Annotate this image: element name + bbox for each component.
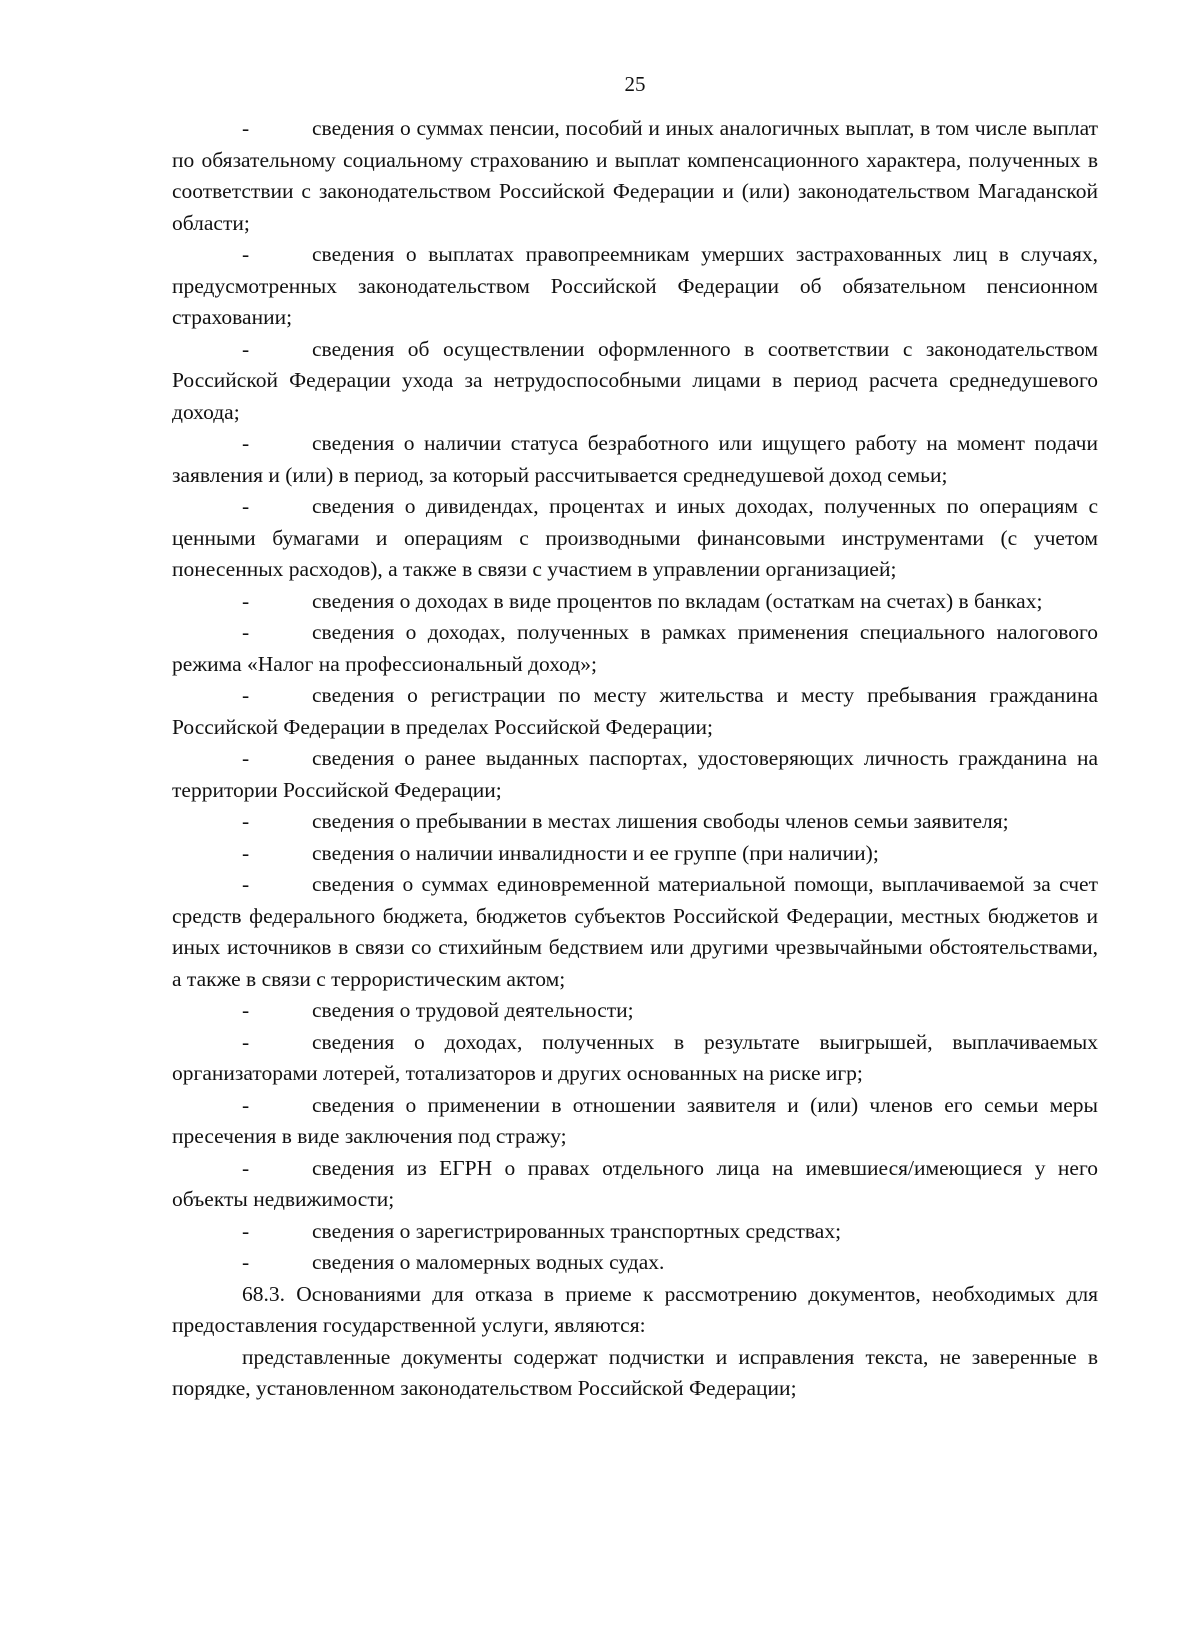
list-dash: -	[242, 809, 250, 833]
list-item-text: сведения о суммах пенсии, пособий и иных аналогичных выплат, в том числе выплат по обязательному социальному страхованию и выплат компенсационного характера, полученных в соответствии с законодательством Российской Федерации и (или) законодательством Магаданской области;	[172, 116, 1098, 235]
list-item-text: сведения о маломерных водных судах.	[312, 1250, 665, 1274]
paragraph-68-3: 68.3. Основаниями для отказа в приеме к рассмотрению документов, необходимых для предоставления государственной услуги, являются:	[172, 1281, 1098, 1337]
list-item-text: сведения о выплатах правопреемникам умерших застрахованных лиц в случаях, предусмотренных законодательством Российской Федерации об обязательном пенсионном страховании;	[172, 242, 1098, 329]
list-dash: -	[242, 1218, 250, 1243]
page-number: 25	[624, 72, 646, 96]
list-item-text: сведения о применении в отношении заявителя и (или) членов его семьи меры пресечения в виде заключения под стражу;	[172, 1092, 1098, 1148]
info-list	[172, 113, 1098, 1279]
list-dash: -	[242, 683, 250, 707]
list-item	[172, 239, 1098, 334]
list-dash: -	[242, 1092, 250, 1117]
list-dash: -	[242, 336, 250, 361]
list-dash: -	[242, 1155, 250, 1180]
list-item-text: сведения о наличии инвалидности и ее группе (при наличии);	[312, 840, 879, 865]
list-item-text: сведения о доходах, полученных в рамках применения специального налогового режима «Налог на профессиональный доход»;	[172, 620, 1098, 676]
list-dash: -	[242, 840, 250, 865]
list-item	[172, 869, 1098, 995]
list-item-text: сведения об осуществлении оформленного в соответствии с законодательством Российской Федерации ухода за нетрудоспособными лицами в период расчета среднедушевого дохода;	[172, 336, 1098, 424]
list-item	[172, 586, 1098, 618]
list-item	[172, 806, 1098, 838]
list-item	[172, 1247, 1098, 1279]
list-item	[172, 1216, 1098, 1248]
list-item-text: сведения о ранее выданных паспортах, удостоверяющих личность гражданина на территории Российской Федерации;	[172, 746, 1098, 802]
list-dash: -	[242, 242, 250, 266]
list-item	[172, 1153, 1098, 1216]
list-dash: -	[242, 872, 250, 896]
list-item	[172, 680, 1098, 743]
list-item-text: сведения о регистрации по месту жительства и месту пребывания гражданина Российской Федерации в пределах Российской Федерации;	[172, 683, 1098, 739]
list-item-text: сведения о пребывании в местах лишения свободы членов семьи заявителя;	[312, 809, 1009, 833]
list-item	[172, 838, 1098, 870]
list-item-text: сведения о дивидендах, процентах и иных доходах, полученных по операциям с ценными бумагами и операциям с производными финансовыми инструментами (с учетом понесенных расходов), а также в связи с участием в управлении организацией;	[172, 494, 1098, 581]
list-dash: -	[242, 1029, 250, 1054]
list-dash: -	[242, 746, 250, 770]
document-body	[172, 113, 1098, 1405]
list-item	[172, 113, 1098, 239]
list-item	[172, 617, 1098, 680]
list-item-text: сведения о доходах, полученных в результате выигрышей, выплачиваемых организаторами лотерей, тотализаторов и других основанных на риске игр;	[172, 1029, 1098, 1085]
list-item	[172, 1027, 1098, 1090]
list-dash: -	[242, 431, 250, 455]
list-item	[172, 995, 1098, 1027]
list-dash: -	[242, 1250, 250, 1274]
list-dash: -	[242, 116, 250, 140]
list-item	[172, 428, 1098, 491]
list-item-text: сведения о наличии статуса безработного или ищущего работу на момент подачи заявления и (или) в период, за который рассчитывается среднедушевой доход семьи;	[172, 431, 1098, 487]
list-item	[172, 1090, 1098, 1153]
list-item-text: сведения о зарегистрированных транспортных средствах;	[312, 1218, 842, 1243]
list-item-text: сведения о доходах в виде процентов по вкладам (остаткам на счетах) в банках;	[312, 588, 1043, 613]
list-item-text: сведения из ЕГРН о правах отдельного лица на имевшиеся/имеющиеся у него объекты недвижимости;	[172, 1155, 1098, 1211]
list-item-text: сведения о трудовой деятельности;	[312, 998, 634, 1022]
paragraph-refusal-ground: представленные документы содержат подчистки и исправления текста, не заверенные в порядке, установленном законодательством Российской Федерации;	[172, 1344, 1098, 1400]
list-dash: -	[242, 620, 250, 644]
list-dash: -	[242, 494, 250, 518]
list-item	[172, 491, 1098, 586]
list-item	[172, 743, 1098, 806]
list-item	[172, 334, 1098, 429]
list-item-text: сведения о суммах единовременной материальной помощи, выплачиваемой за счет средств федерального бюджета, бюджетов субъектов Российской Федерации, местных бюджетов и иных источников в связи со стихийным бедствием или другими чрезвычайными обстоятельствами, а также в связи с террористическим актом;	[172, 872, 1098, 991]
list-dash: -	[242, 588, 250, 613]
list-dash: -	[242, 998, 250, 1022]
